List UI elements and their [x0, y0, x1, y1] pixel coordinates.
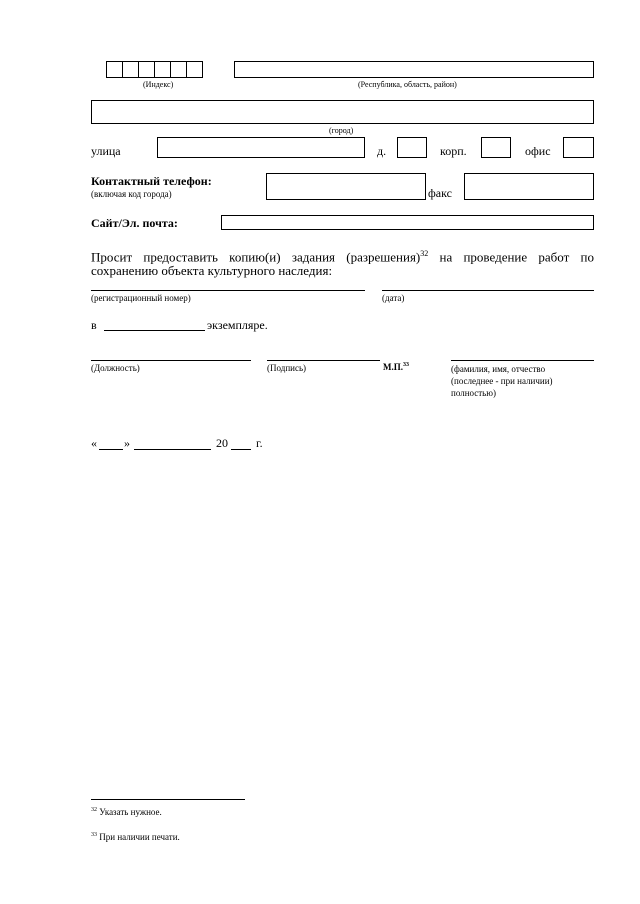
position-line[interactable]	[91, 360, 251, 361]
index-cell[interactable]	[122, 61, 139, 78]
city-field[interactable]	[91, 100, 594, 124]
footnote-33-text: При наличии печати.	[97, 832, 180, 842]
phone-label: Контактный телефон:	[91, 174, 212, 188]
street-label: улица	[91, 144, 121, 158]
stamp-label	[383, 362, 409, 372]
full-name-line[interactable]	[451, 360, 594, 361]
copies-prefix: в	[91, 318, 97, 332]
date-open-quote: «	[91, 436, 97, 450]
month-line[interactable]	[134, 449, 211, 450]
full-name-label	[451, 363, 553, 399]
phone-field[interactable]	[266, 173, 426, 200]
signature-label: (Подпись)	[267, 363, 307, 373]
street-field[interactable]	[157, 137, 365, 158]
building-field[interactable]	[481, 137, 511, 158]
full-name-label-3: полностью)	[451, 388, 496, 398]
footnote-ref-32: 32	[420, 249, 429, 258]
day-line[interactable]	[99, 449, 123, 450]
request-text-b: на проведение работ по	[428, 249, 594, 265]
fax-label: факс	[428, 186, 452, 200]
footnote-32-number: 32	[91, 807, 97, 813]
request-line-2: сохранению объекта культурного наследия:	[91, 263, 333, 278]
registration-number-label: (регистрационный номер)	[91, 293, 191, 303]
full-name-label-1: (фамилия, имя, отчество	[451, 364, 546, 374]
signature-line[interactable]	[267, 360, 380, 361]
request-text-a: Просит предоставить копию(и) задания (разрешения)	[91, 249, 421, 265]
site-label: Сайт/Эл. почта:	[91, 216, 178, 230]
house-label: д.	[377, 144, 387, 158]
phone-sub-label: (включая код города)	[91, 189, 172, 199]
index-cell[interactable]	[138, 61, 155, 78]
year-line[interactable]	[231, 449, 251, 450]
date-close-quote: »	[124, 436, 130, 450]
office-field[interactable]	[563, 137, 594, 158]
footnote-ref-33: 33	[403, 362, 409, 368]
building-label: корп.	[440, 144, 467, 158]
registration-number-line[interactable]	[91, 290, 365, 291]
stamp-text: М.П.	[383, 362, 403, 372]
office-label: офис	[525, 144, 551, 158]
index-cell[interactable]	[170, 61, 187, 78]
year-prefix: 20	[216, 436, 228, 450]
registration-date-label: (дата)	[382, 293, 405, 303]
house-field[interactable]	[397, 137, 427, 158]
index-cell[interactable]	[186, 61, 203, 78]
footnote-32	[91, 807, 162, 817]
full-name-label-2: (последнее - при наличии)	[451, 376, 553, 386]
footnote-separator	[91, 799, 245, 800]
index-label: (Индекс)	[143, 80, 174, 89]
region-label: (Республика, область, район)	[358, 80, 457, 89]
index-cells[interactable]	[106, 61, 203, 78]
fax-field[interactable]	[464, 173, 594, 200]
registration-date-line[interactable]	[382, 290, 594, 291]
copies-count-line[interactable]	[104, 330, 205, 331]
city-label: (город)	[329, 126, 354, 135]
region-field[interactable]	[234, 61, 594, 78]
footnote-33-number: 33	[91, 832, 97, 838]
footnote-33	[91, 832, 180, 842]
footnote-32-text: Указать нужное.	[97, 807, 162, 817]
copies-suffix: экземпляре.	[207, 318, 268, 332]
site-field[interactable]	[221, 215, 594, 230]
year-suffix: г.	[256, 436, 263, 450]
index-cell[interactable]	[106, 61, 123, 78]
index-cell[interactable]	[154, 61, 171, 78]
position-label: (Должность)	[91, 363, 140, 373]
